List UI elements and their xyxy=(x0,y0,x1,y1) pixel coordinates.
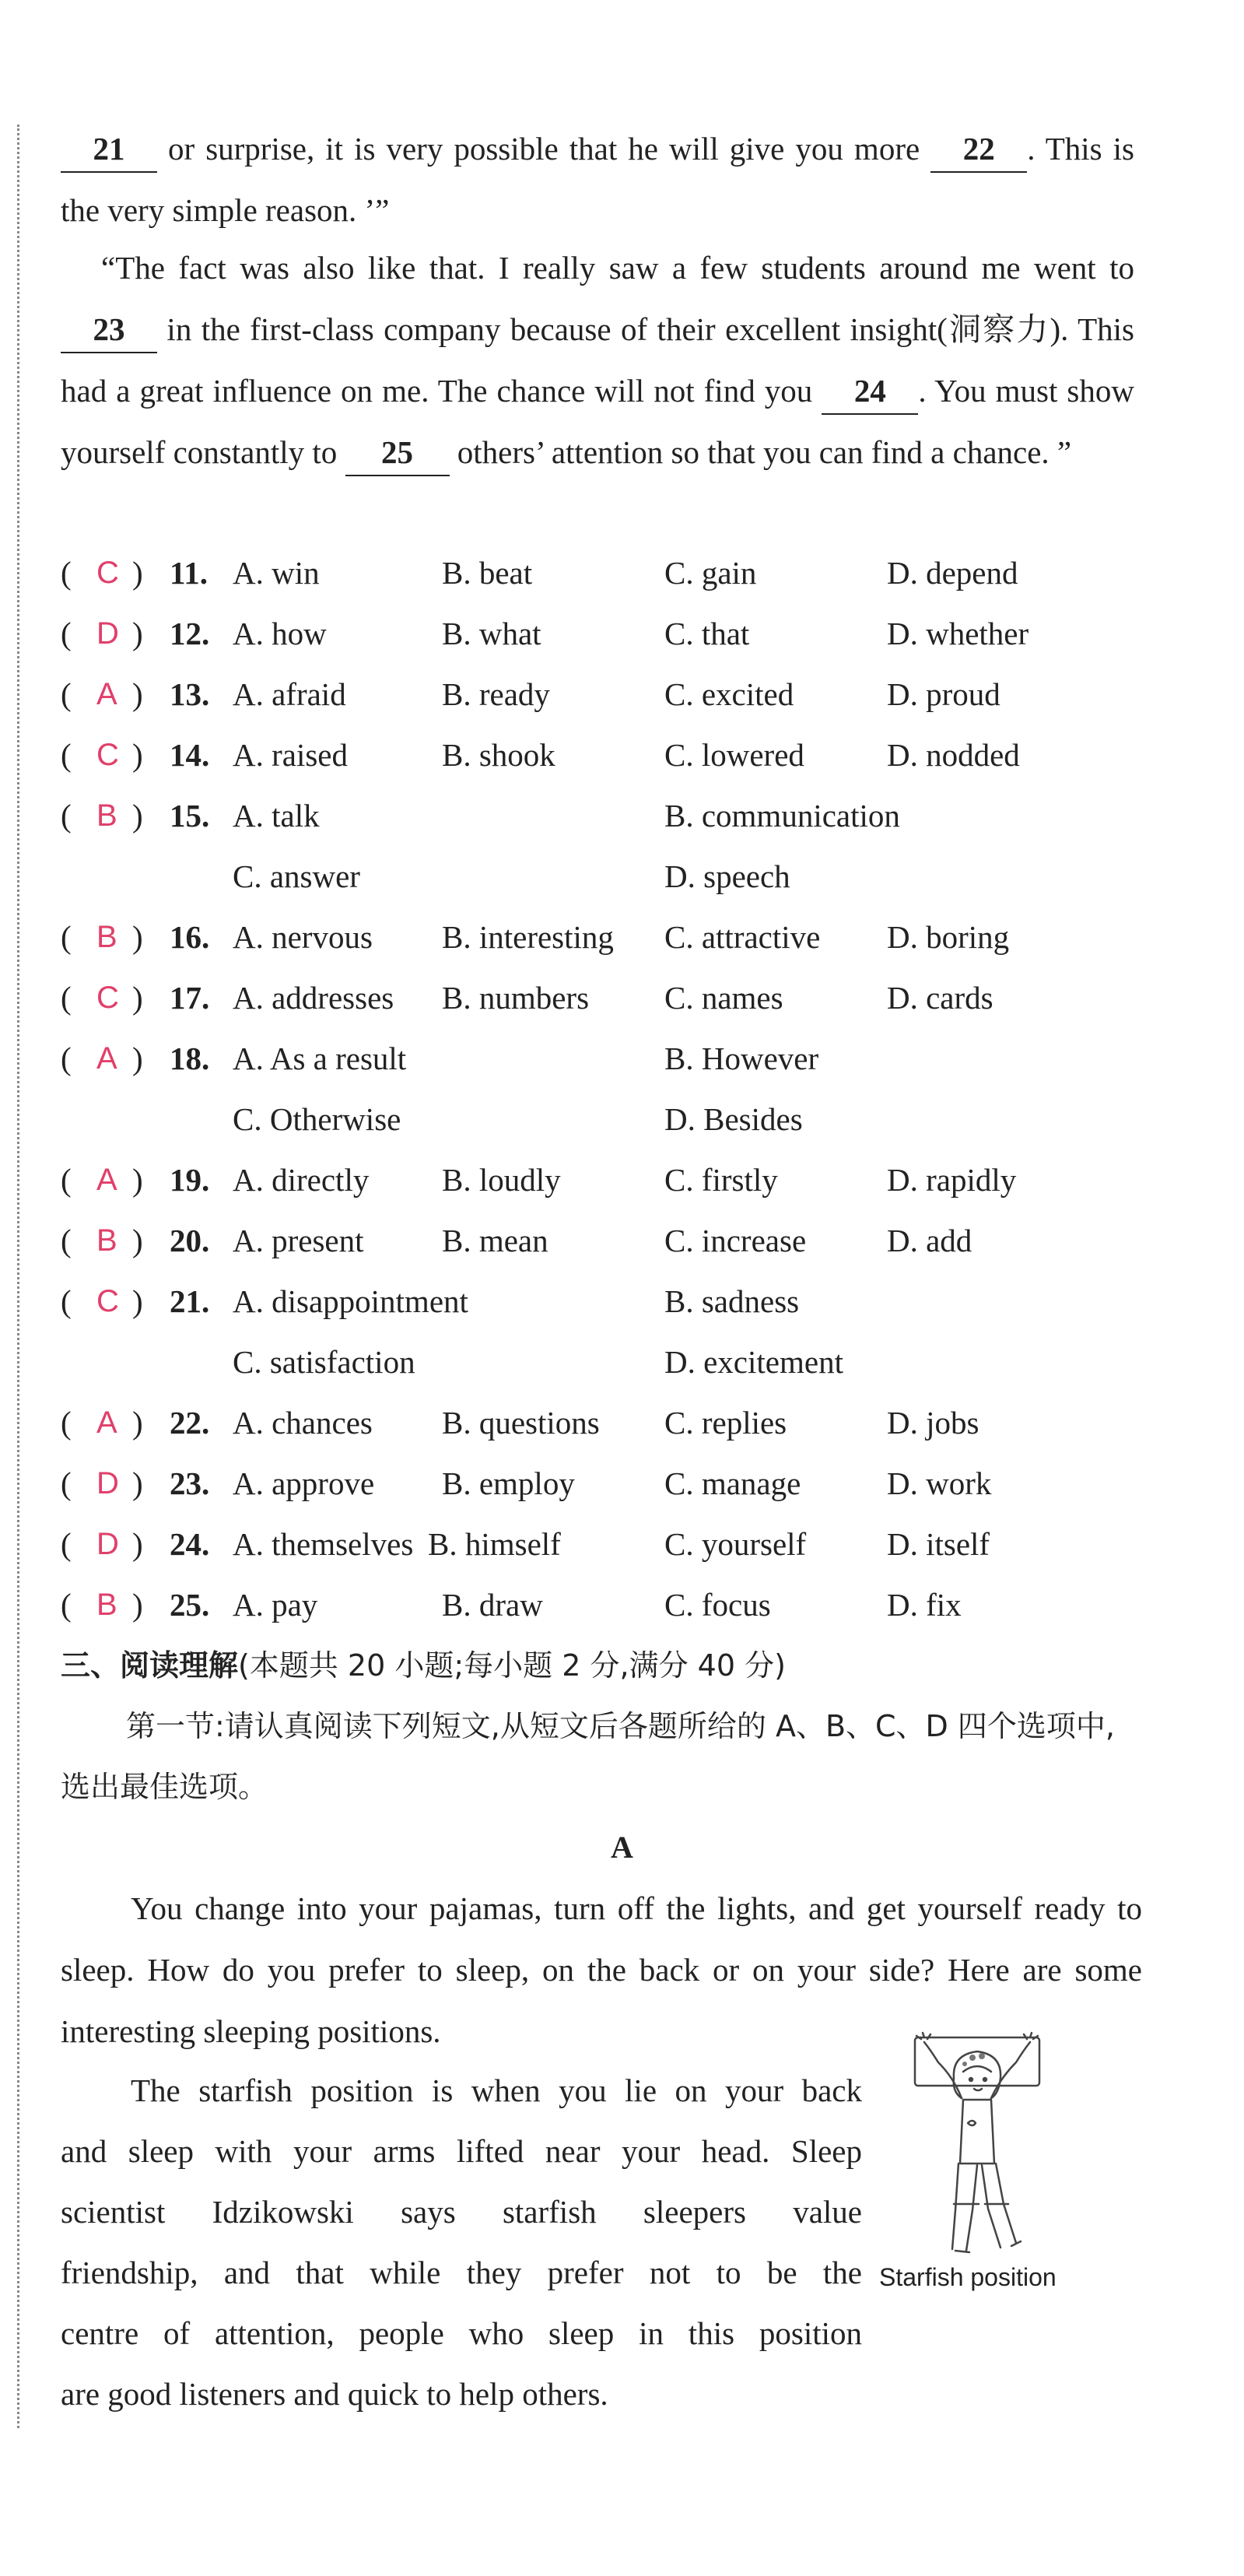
option-b: B. sadness xyxy=(664,1283,800,1319)
option-b: B. beat xyxy=(442,555,533,591)
option-a: A. approve xyxy=(233,1465,375,1501)
option-d: D. excitement xyxy=(664,1344,843,1380)
question-row: ( D ) 24. A. themselves B. himself C. yourself D. itself xyxy=(61,1514,1165,1574)
question-number: 20. xyxy=(170,1223,210,1258)
option-c: C. satisfaction xyxy=(233,1344,415,1380)
option-d: D. proud xyxy=(887,676,1000,712)
question-row: ( B ) 20. A. present B. mean C. increase D. add xyxy=(61,1210,1165,1271)
answer-letter: C xyxy=(96,1284,119,1318)
option-c: C. lowered xyxy=(664,737,804,773)
option-d: D. nodded xyxy=(887,737,1020,773)
passage-title: A xyxy=(611,1830,633,1865)
question-number: 11. xyxy=(170,555,208,591)
answer-letter: A xyxy=(96,677,117,711)
option-b: B. questions xyxy=(442,1405,600,1441)
option-d: D. work xyxy=(887,1465,992,1501)
option-c: C. names xyxy=(664,980,783,1016)
passage-line: friendship, and that while they prefer not to be the xyxy=(61,2255,862,2290)
option-a: A. directly xyxy=(233,1162,370,1198)
starfish-sleeper-illustration xyxy=(907,2031,1047,2265)
section-title: 三、阅读理解 xyxy=(61,1648,239,1683)
option-a: A. disappointment xyxy=(233,1283,468,1319)
question-row: ( B ) 15. A. talk B. communication xyxy=(61,785,1165,846)
answer-letter: D xyxy=(96,1527,119,1561)
cloze-text: in the first-class company because of their excellent insight(洞察力). This had a great influence on me. The chance will not find you xyxy=(61,311,1134,409)
question-row: ( A ) 19. A. directly B. loudly C. firstly D. rapidly xyxy=(61,1149,1165,1210)
option-b: B. ready xyxy=(442,676,550,712)
option-d: D. depend xyxy=(887,555,1018,591)
answer-letter: B xyxy=(96,1588,117,1622)
question-row-continued xyxy=(61,1089,1165,1149)
option-c: C. attractive xyxy=(664,919,821,955)
option-d: D. Besides xyxy=(664,1101,803,1137)
option-d: D. speech xyxy=(664,858,790,894)
cloze-text: others’ attention so that you can find a chance. ” xyxy=(449,434,1072,470)
answer-letter: C xyxy=(96,738,119,772)
question-row: ( A ) 18. A. As a result B. However xyxy=(61,1028,1165,1089)
question-row: ( C ) 17. A. addresses B. numbers C. names D. cards xyxy=(61,967,1165,1028)
option-c: C. excited xyxy=(664,676,794,712)
answer-letter: A xyxy=(96,1041,117,1076)
question-number: 17. xyxy=(170,980,210,1016)
option-a: A. chances xyxy=(233,1405,373,1441)
option-a: A. As a result xyxy=(233,1041,407,1076)
question-row: ( B ) 25. A. pay B. draw C. focus D. fix xyxy=(61,1574,1165,1635)
answer-letter: B xyxy=(96,798,117,833)
option-d: D. jobs xyxy=(887,1405,979,1441)
question-number: 25. xyxy=(170,1587,210,1623)
question-row: ( A ) 13. A. afraid B. ready C. excited D. proud xyxy=(61,664,1165,725)
option-d: D. whether xyxy=(887,616,1029,651)
question-number: 14. xyxy=(170,737,210,773)
option-d: D. rapidly xyxy=(887,1162,1017,1198)
cloze-text: or surprise, it is very possible that he will give you more xyxy=(157,131,931,167)
question-row: ( B ) 16. A. nervous B. interesting C. attractive D. boring xyxy=(61,907,1165,967)
blank-22: 22 xyxy=(930,126,1027,173)
option-a: A. win xyxy=(233,555,320,591)
option-c: C. replies xyxy=(664,1405,787,1441)
option-c: C. answer xyxy=(233,858,360,894)
blank-24: 24 xyxy=(822,368,918,415)
option-a: A. pay xyxy=(233,1587,318,1623)
question-row-continued xyxy=(61,846,1165,907)
option-b: B. mean xyxy=(442,1223,548,1258)
section-heading xyxy=(61,1635,786,1696)
option-d: D. itself xyxy=(887,1526,990,1562)
option-c: C. gain xyxy=(664,555,757,591)
question-number: 23. xyxy=(170,1465,210,1501)
passage-line: scientist Idzikowski says starfish sleepers value xyxy=(61,2194,862,2230)
question-row: ( D ) 12. A. how B. what C. that D. whether xyxy=(61,603,1165,664)
passage-line: The starfish position is when you lie on your back xyxy=(131,2072,862,2108)
option-d: D. boring xyxy=(887,919,1010,955)
cloze-paragraph-1 xyxy=(61,118,1134,241)
question-number: 16. xyxy=(170,919,210,955)
question-row-continued xyxy=(61,1332,1165,1392)
option-a: A. nervous xyxy=(233,919,373,955)
option-a: A. afraid xyxy=(233,676,346,712)
option-d: D. add xyxy=(887,1223,972,1258)
option-c: C. focus xyxy=(664,1587,771,1623)
option-c: C. manage xyxy=(664,1465,801,1501)
question-number: 21. xyxy=(170,1283,210,1319)
option-c: C. firstly xyxy=(664,1162,778,1198)
answer-letter: A xyxy=(96,1406,117,1440)
cloze-text: . You must show yourself constantly to xyxy=(61,373,1134,470)
answer-letter: C xyxy=(96,981,119,1015)
question-row: ( C ) 11. A. win B. beat C. gain D. depend xyxy=(61,542,1165,603)
option-b: B. However xyxy=(664,1041,819,1076)
section-note: (本题共 20 小题;每小题 2 分,满分 40 分) xyxy=(238,1648,786,1683)
question-row: ( D ) 23. A. approve B. employ C. manage D. work xyxy=(61,1453,1165,1514)
question-row: ( A ) 22. A. chances B. questions C. replies D. jobs xyxy=(61,1392,1165,1453)
option-c: C. that xyxy=(664,616,750,651)
question-row: ( C ) 21. A. disappointment B. sadness xyxy=(61,1271,1165,1332)
option-c: C. Otherwise xyxy=(233,1101,401,1137)
answer-letter: A xyxy=(96,1163,117,1197)
option-b: B. loudly xyxy=(442,1162,561,1198)
margin-dotted-line xyxy=(17,125,19,2428)
passage-line: and sleep with your arms lifted near your head. Sleep xyxy=(61,2133,862,2169)
cloze-paragraph-2 xyxy=(61,237,1134,483)
blank-21: 21 xyxy=(61,126,157,173)
option-b: B. what xyxy=(442,616,541,651)
question-number: 19. xyxy=(170,1162,210,1198)
figure-caption: Starfish position xyxy=(879,2263,1057,2291)
blank-25: 25 xyxy=(345,430,450,476)
option-d: D. cards xyxy=(887,980,993,1016)
option-b: B. draw xyxy=(442,1587,543,1623)
option-b: B. numbers xyxy=(442,980,590,1016)
option-a: A. addresses xyxy=(233,980,394,1016)
option-b: B. communication xyxy=(664,798,900,834)
question-number: 18. xyxy=(170,1041,210,1076)
option-d: D. fix xyxy=(887,1587,962,1623)
option-c: C. yourself xyxy=(664,1526,807,1562)
answer-letter: D xyxy=(96,1466,119,1500)
question-number: 13. xyxy=(170,676,210,712)
answer-letter: B xyxy=(96,920,117,954)
option-a: A. present xyxy=(233,1223,364,1258)
option-b: B. interesting xyxy=(442,919,614,955)
answer-letter: C xyxy=(96,556,119,590)
question-number: 15. xyxy=(170,798,210,834)
question-row: ( C ) 14. A. raised B. shook C. lowered D. nodded xyxy=(61,725,1165,785)
cloze-text: “The fact was also like that. I really saw a few students around me went to xyxy=(101,250,1134,286)
option-c: C. increase xyxy=(664,1223,807,1258)
blank-23: 23 xyxy=(61,307,157,353)
answer-letter: B xyxy=(96,1223,117,1258)
option-b: B. shook xyxy=(442,737,555,773)
cloze-text: . This is the very simple reason. ’” xyxy=(61,131,1135,228)
passage-paragraph-1: You change into your pajamas, turn off the lights, and get yourself ready to sleep. How do you prefer to sleep, on the back or on your side? Here are some interesting sleeping positions. xyxy=(61,1890,1142,2049)
passage-line: are good listeners and quick to help others. xyxy=(61,2376,608,2412)
option-a: A. raised xyxy=(233,737,349,773)
answer-letter: D xyxy=(96,616,119,651)
option-a: A. talk xyxy=(233,798,320,834)
question-number: 12. xyxy=(170,616,210,651)
option-a: A. how xyxy=(233,616,327,651)
option-a: A. themselves xyxy=(233,1526,414,1562)
option-b: B. himself xyxy=(428,1526,561,1562)
passage-line: centre of attention, people who sleep in this position xyxy=(61,2315,862,2351)
option-b: B. employ xyxy=(442,1465,575,1501)
question-number: 22. xyxy=(170,1405,210,1441)
question-number: 24. xyxy=(170,1526,210,1562)
section-instruction: 第一节:请认真阅读下列短文,从短文后各题所给的 A、B、C、D 四个选项中,选出最佳选项。 xyxy=(61,1709,1115,1804)
